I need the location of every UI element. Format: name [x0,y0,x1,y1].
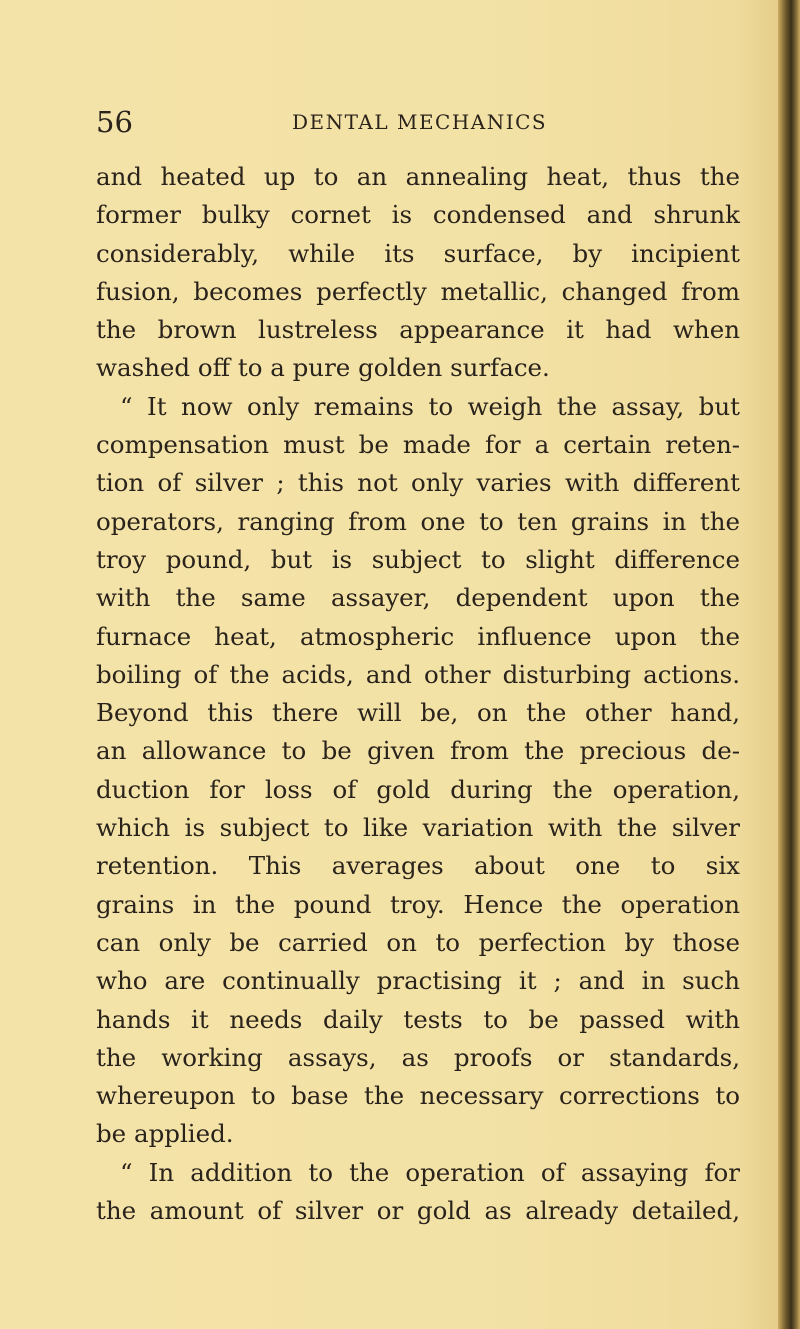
text-line: with the same assayer, dependent upon the [96,583,740,613]
body-text [96,158,740,1230]
text-line: “ It now only remains to weigh the assay, but [120,391,740,421]
text-line: troy pound, but is subject to slight difference [96,544,740,574]
text-line: retention. This averages about one to six [96,851,740,881]
page-number: 56 [96,105,133,139]
text-line: whereupon to base the necessary corrections to [96,1081,740,1111]
text-line: which is subject to like variation with the silver [96,813,740,843]
text-line: tion of silver ; this not only varies with different [96,468,740,498]
text-line: the amount of silver or gold as already detailed, [96,1196,740,1226]
running-head: DENTAL MECHANICS [292,110,548,134]
text-line: duction for loss of gold during the operation, [96,774,740,804]
text-line: washed off to a pure golden surface. [96,353,550,383]
text-line: and heated up to an annealing heat, thus the [96,162,740,191]
text-line: furnace heat, atmospheric influence upon the [96,621,740,651]
text-line: grains in the pound troy. Hence the operation [96,889,740,919]
text-line: operators, ranging from one to ten grains in the [96,506,740,536]
text-line: compensation must be made for a certain reten- [96,430,740,460]
page-header [96,102,736,142]
text-line: the working assays, as proofs or standards, [96,1042,740,1072]
text-line: “ In addition to the operation of assaying for [120,1157,740,1187]
text-line: be applied. [96,1119,234,1149]
text-line: hands it needs daily tests to be passed with [96,1004,740,1034]
page-edge-shadow [778,0,800,1329]
text-line: an allowance to be given from the precious de- [96,736,740,766]
text-line: who are continually practising it ; and in such [96,966,740,996]
text-line: fusion, becomes perfectly metallic, changed from [96,276,740,306]
text-line: former bulky cornet is condensed and shrunk [96,200,740,230]
text-line: the brown lustreless appearance it had when [96,315,740,345]
text-line: can only be carried on to perfection by those [96,927,740,957]
text-line: considerably, while its surface, by incipient [96,238,740,268]
text-line: boiling of the acids, and other disturbing actions. [96,659,740,689]
text-line: Beyond this there will be, on the other hand, [96,698,740,728]
